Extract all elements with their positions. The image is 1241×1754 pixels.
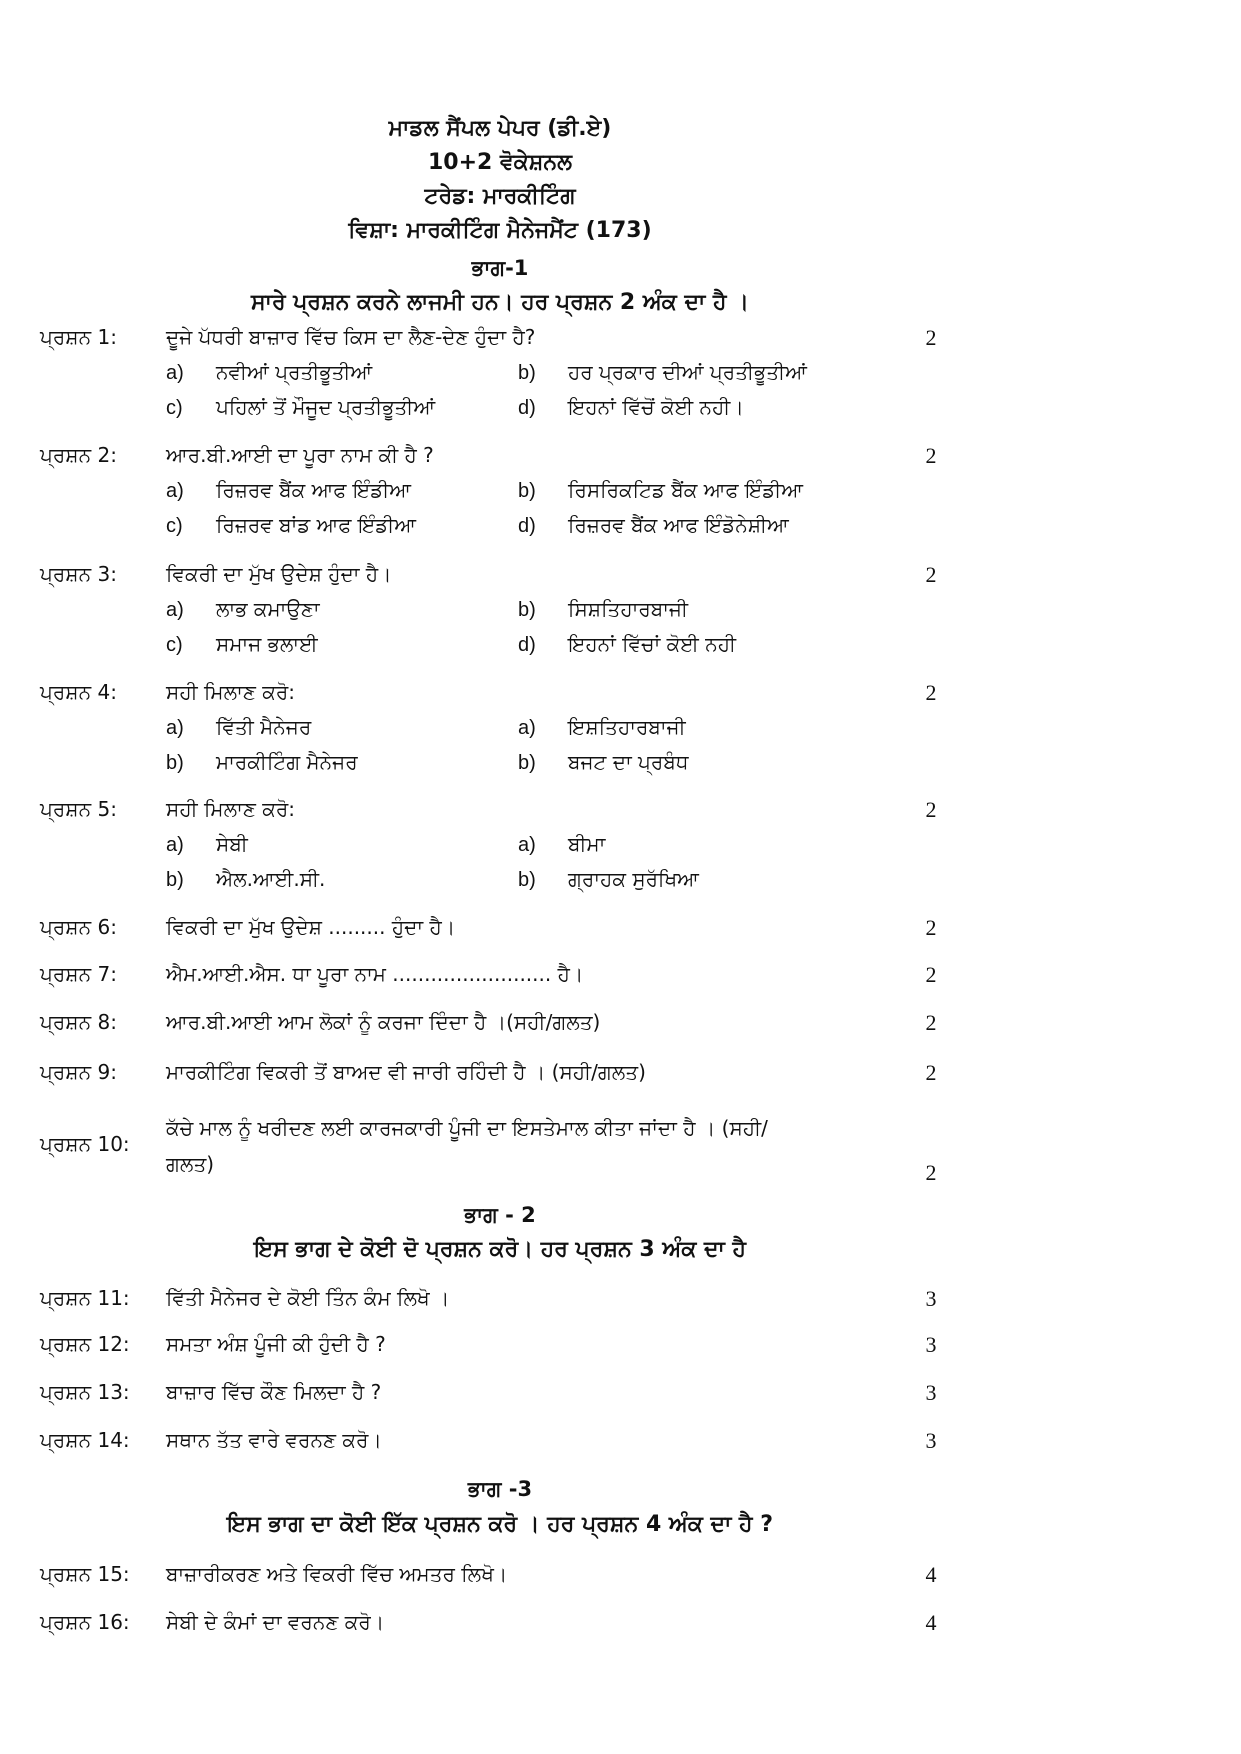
question-text: ਮਾਰਕੀਟਿੰਗ ਵਿਕਰੀ ਤੋਂ ਬਾਅਦ ਵੀ ਜਾਰੀ ਰਹਿੰਦੀ ਹੈ । (ਸਹੀ/ਗਲਤ) [166, 1060, 646, 1084]
question-label: ਪ੍ਰਸ਼ਨ 1: [40, 325, 117, 349]
option-text: ਰਿਜ਼ਰਵ ਬੈਂਕ ਆਫ ਇੰਡੀਆ [216, 478, 411, 502]
question-label: ਪ੍ਰਸ਼ਨ 7: [40, 962, 117, 986]
question-text: ਸੇਬੀ ਦੇ ਕੰਮਾਂ ਦਾ ਵਰਨਣ ਕਰੋ। [166, 1610, 385, 1634]
question-text: ਸਮਤਾ ਅੰਸ਼ ਪੂੰਜੀ ਕੀ ਹੁੰਦੀ ਹੈ ? [166, 1332, 386, 1356]
question-text: ਵਿੱਤੀ ਮੈਨੇਜਰ ਦੇ ਕੋਈ ਤਿੰਨ ਕੰਮ ਲਿਖੋ । [166, 1286, 450, 1310]
question-label: ਪ੍ਰਸ਼ਨ 6: [40, 915, 117, 939]
question-text: ਐਮ.ਆਈ.ਐਸ. ਧਾ ਪੂਰਾ ਨਾਮ ......................... ਹੈ। [166, 962, 584, 986]
option-letter: a) [166, 599, 184, 621]
question-marks: 2 [925, 1060, 937, 1085]
question-marks: 2 [925, 915, 937, 940]
question-marks: 2 [925, 797, 937, 822]
option [166, 715, 311, 740]
question-marks: 2 [925, 680, 937, 705]
option-text: ਇਹਨਾਂ ਵਿੱਚੋਂ ਕੋਈ ਨਹੀ। [568, 395, 744, 419]
question-marks: 4 [925, 1562, 937, 1587]
option [166, 832, 248, 857]
question-marks: 3 [925, 1380, 937, 1405]
option-letter: a) [518, 717, 536, 739]
question-text: ਵਿਕਰੀ ਦਾ ਮੁੱਖ ਉਦੇਸ਼ ......... ਹੁੰਦਾ ਹੈ। [166, 915, 456, 939]
option-text: ਸੇਬੀ [216, 832, 248, 856]
section-3-instruction: ਇਸ ਭਾਗ ਦਾ ਕੋਈ ਇੱਕ ਪ੍ਰਸ਼ਨ ਕਰੋ । ਹਰ ਪ੍ਰਸ਼ਨ 4 ਅੰਕ ਦਾ ਹੈ ? [227, 1512, 773, 1537]
question-marks: 2 [925, 562, 937, 587]
option [518, 395, 744, 420]
section-3-title: ਭਾਗ -3 [467, 1477, 533, 1501]
question-label: ਪ੍ਰਸ਼ਨ 14: [40, 1428, 130, 1452]
question-text: ਬਾਜ਼ਾਰ ਵਿੱਚ ਕੌਣ ਮਿਲਦਾ ਹੈ ? [166, 1380, 382, 1404]
question-label: ਪ੍ਰਸ਼ਨ 12: [40, 1332, 130, 1356]
section-1-instruction: ਸਾਰੇ ਪ੍ਰਸ਼ਨ ਕਰਨੇ ਲਾਜਮੀ ਹਨ। ਹਰ ਪ੍ਰਸ਼ਨ 2 ਅੰਕ ਦਾ ਹੈ । [251, 290, 749, 315]
option-letter: a) [518, 834, 536, 856]
option-text: ਗ੍ਰਾਹਕ ਸੁਰੱਖਿਆ [568, 867, 699, 891]
option-text: ਲਾਭ ਕਮਾਉਣਾ [216, 597, 320, 621]
option-text: ਸਿਸ਼ਤਿਹਾਰਬਾਜੀ [568, 597, 688, 621]
option-text: ਹਰ ਪ੍ਰਕਾਰ ਦੀਆਂ ਪ੍ਰਤੀਭੂਤੀਆਂ [568, 360, 807, 384]
option-text: ਇਸ਼ਤਿਹਾਰਬਾਜੀ [568, 715, 686, 739]
option [166, 597, 320, 622]
option-letter: b) [518, 362, 536, 384]
paper-class: 10+2 ਵੋਕੇਸ਼ਨਲ [427, 150, 573, 175]
question-text: ਵਿਕਰੀ ਦਾ ਮੁੱਖ ਉਦੇਸ਼ ਹੁੰਦਾ ਹੈ। [166, 562, 392, 586]
question-text: ਆਰ.ਬੀ.ਆਈ ਦਾ ਪੂਰਾ ਨਾਮ ਕੀ ਹੈ ? [166, 443, 434, 467]
option-letter: b) [166, 869, 184, 891]
option [518, 832, 605, 857]
question-marks: 2 [925, 1010, 937, 1035]
question-text: ਸਹੀ ਮਿਲਾਣ ਕਰੋ: [166, 680, 295, 704]
option [518, 360, 807, 385]
option-letter: a) [166, 480, 184, 502]
option [166, 395, 435, 420]
question-text: ਬਾਜ਼ਾਰੀਕਰਣ ਅਤੇ ਵਿਕਰੀ ਵਿੱਚ ਅਮਤਰ ਲਿਖੋ। [166, 1562, 508, 1586]
option-text: ਬਜਟ ਦਾ ਪ੍ਰਬੰਧ [568, 750, 689, 774]
option-text: ਮਾਰਕੀਟਿੰਗ ਮੈਨੇਜਰ [216, 750, 358, 774]
question-marks: 2 [925, 962, 937, 987]
option-letter: b) [518, 480, 536, 502]
option-letter: b) [518, 599, 536, 621]
question-label: ਪ੍ਰਸ਼ਨ 16: [40, 1610, 130, 1634]
option-letter: c) [166, 515, 183, 537]
question-text: ਆਰ.ਬੀ.ਆਈ ਆਮ ਲੋਕਾਂ ਨੂੰ ਕਰਜਾ ਦਿੰਦਾ ਹੈ ।(ਸਹੀ/ਗਲਤ) [166, 1010, 601, 1034]
option-letter: c) [166, 397, 183, 419]
option [166, 632, 318, 657]
question-marks: 3 [925, 1332, 937, 1357]
option-text: ਇਹਨਾਂ ਵਿੱਚਾਂ ਕੋਈ ਨਹੀ [568, 632, 736, 656]
option [166, 867, 325, 892]
option-text: ਵਿੱਤੀ ਮੈਨੇਜਰ [216, 715, 312, 739]
option-letter: a) [166, 834, 184, 856]
question-text: ਸਹੀ ਮਿਲਾਣ ਕਰੋ: [166, 797, 295, 821]
option [518, 478, 803, 503]
question-text: ਸਥਾਨ ਤੱਤ ਵਾਰੇ ਵਰਨਣ ਕਰੋ। [166, 1428, 382, 1452]
option [518, 867, 699, 892]
option-text: ਰਿਸਰਿਕਟਿਡ ਬੈਂਕ ਆਫ ਇੰਡੀਆ [568, 478, 804, 502]
option-letter: b) [518, 869, 536, 891]
option-text: ਬੀਮਾ [568, 832, 606, 856]
paper-title: ਮਾਡਲ ਸੈਂਪਲ ਪੇਪਰ (ਡੀ.ਏ) [388, 116, 612, 141]
question-label: ਪ੍ਰਸ਼ਨ 2: [40, 443, 117, 467]
option [166, 360, 372, 385]
option-letter: d) [518, 634, 536, 656]
option-text: ਐਲ.ਆਈ.ਸੀ. [216, 867, 326, 891]
question-marks: 4 [925, 1610, 937, 1635]
question-label: ਪ੍ਰਸ਼ਨ 8: [40, 1010, 117, 1034]
question-marks: 3 [925, 1286, 937, 1311]
question-label: ਪ੍ਰਸ਼ਨ 3: [40, 562, 117, 586]
paper-trade: ਟਰੇਡ: ਮਾਰਕੀਟਿੰਗ [424, 184, 576, 209]
option [518, 715, 686, 740]
section-1-title: ਭਾਗ-1 [471, 256, 529, 280]
option [518, 632, 736, 657]
option-text: ਸਮਾਜ ਭਲਾਈ [216, 632, 318, 656]
question-label: ਪ੍ਰਸ਼ਨ 13: [40, 1380, 130, 1404]
option-letter: c) [166, 634, 183, 656]
question-label: ਪ੍ਰਸ਼ਨ 9: [40, 1060, 117, 1084]
question-label: ਪ੍ਰਸ਼ਨ 5: [40, 797, 117, 821]
question-label: ਪ੍ਰਸ਼ਨ 15: [40, 1562, 130, 1586]
option [518, 750, 688, 775]
option-letter: b) [518, 752, 536, 774]
question-text: ਕੱਚੇ ਮਾਲ ਨੂੰ ਖਰੀਦਣ ਲਈ ਕਾਰਜਕਾਰੀ ਪੂੰਜੀ ਦਾ ਇਸਤੇਮਾਲ ਕੀਤਾ ਜਾਂਦਾ ਹੈ । (ਸਹੀ/ਗਲਤ) [166, 1116, 768, 1176]
question-marks: 3 [925, 1428, 937, 1453]
option [166, 750, 358, 775]
question-label: ਪ੍ਰਸ਼ਨ 4: [40, 680, 117, 704]
paper-header [0, 112, 1000, 248]
option-text: ਰਿਜ਼ਰਵ ਬੈਂਕ ਆਫ ਇੰਡੋਨੇਸ਼ੀਆ [568, 513, 789, 537]
section-2-title: ਭਾਗ - 2 [464, 1203, 536, 1227]
question-marks: 2 [925, 325, 937, 350]
question-text: ਦੂਜੇ ਪੱਧਰੀ ਬਾਜ਼ਾਰ ਵਿੱਚ ਕਿਸ ਦਾ ਲੈਣ-ਦੇਣ ਹੁੰਦਾ ਹੈ? [166, 325, 536, 349]
option [166, 513, 416, 538]
option-text: ਪਹਿਲਾਂ ਤੋਂ ਮੌਜੂਦ ਪ੍ਰਤੀਭੂਤੀਆਂ [216, 395, 436, 419]
option [166, 478, 411, 503]
question-label: ਪ੍ਰਸ਼ਨ 10: [40, 1132, 130, 1156]
option-letter: d) [518, 397, 536, 419]
option-letter: a) [166, 717, 184, 739]
option [518, 513, 789, 538]
paper-subject: ਵਿਸ਼ਾ: ਮਾਰਕੀਟਿੰਗ ਮੈਨੇਜਮੈਂਟ (173) [348, 218, 652, 243]
option-letter: d) [518, 515, 536, 537]
option [518, 597, 688, 622]
section-2-instruction: ਇਸ ਭਾਗ ਦੇ ਕੋਈ ਦੋ ਪ੍ਰਸ਼ਨ ਕਰੋ। ਹਰ ਪ੍ਰਸ਼ਨ 3 ਅੰਕ ਦਾ ਹੈ [254, 1237, 746, 1262]
question-marks: 2 [925, 443, 937, 468]
option-letter: b) [166, 752, 184, 774]
option-letter: a) [166, 362, 184, 384]
option-text: ਰਿਜ਼ਰਵ ਬਾਂਡ ਆਫ ਇੰਡੀਆ [216, 513, 416, 537]
question-label: ਪ੍ਰਸ਼ਨ 11: [40, 1286, 130, 1310]
option-text: ਨਵੀਆਂ ਪ੍ਰਤੀਭੂਤੀਆਂ [216, 360, 373, 384]
question-marks: 2 [925, 1160, 937, 1185]
